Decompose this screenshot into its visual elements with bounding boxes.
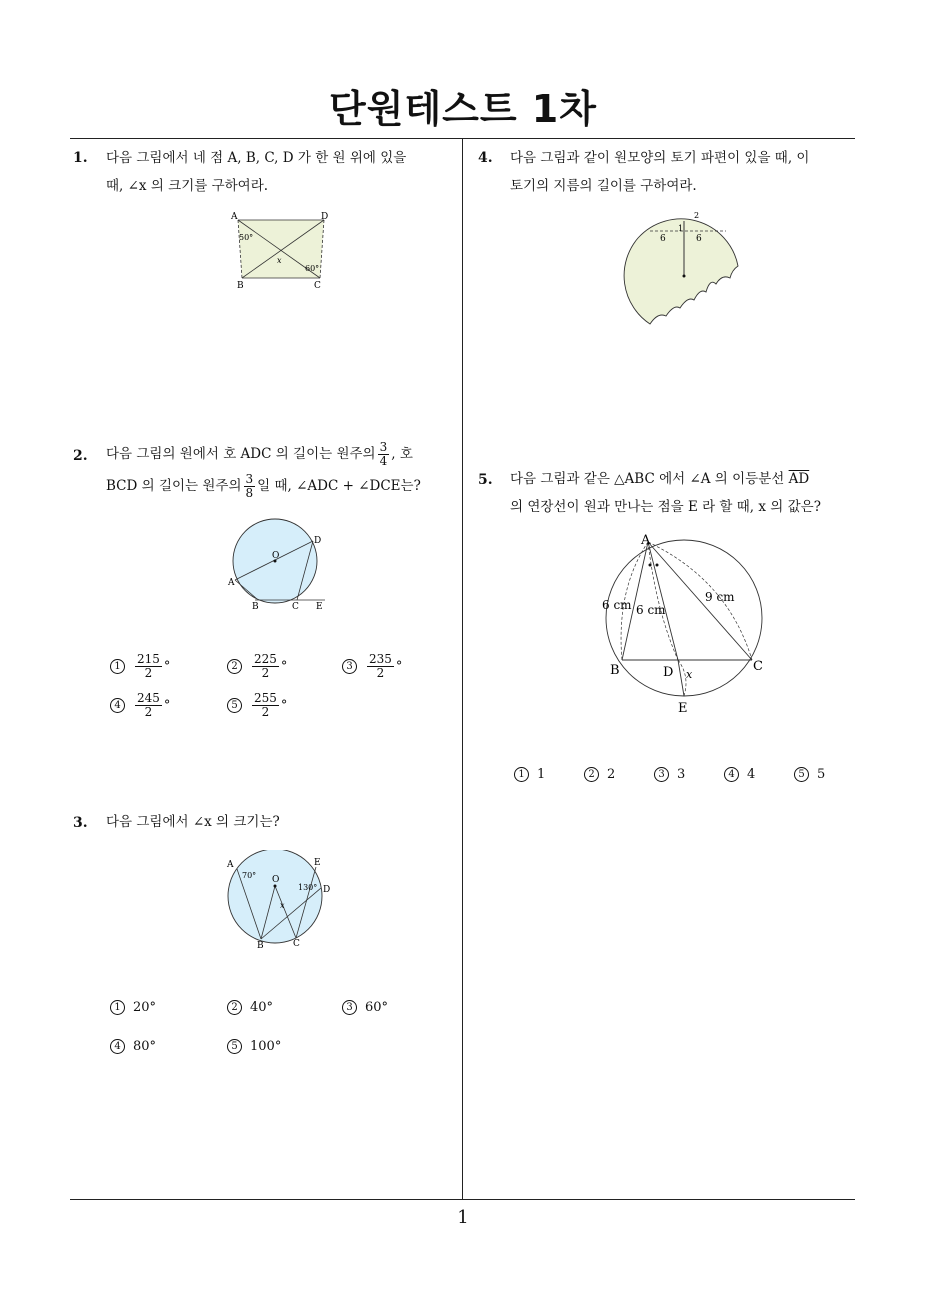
text-span: 다음 그림과 같은 △ABC 에서 ∠A 의 이등분선 [510, 471, 785, 487]
choice-3[interactable] [654, 767, 685, 782]
page-number: 1 [457, 1207, 469, 1228]
label-1: 1 [678, 224, 684, 233]
label-a: A [231, 212, 238, 222]
denominator: 4 [379, 454, 388, 468]
question-line: 다음 그림과 같이 원모양의 토기 파편이 있을 때, 이 [510, 150, 810, 166]
denominator: 2 [144, 705, 153, 719]
foot-dot [683, 275, 686, 278]
angle-dot [656, 564, 659, 567]
choice-1[interactable] [110, 653, 170, 680]
question-line [106, 470, 462, 502]
label-angle-130: 130° [298, 883, 318, 892]
q1-figure [226, 208, 336, 292]
question-text [106, 144, 458, 200]
text-span: BCD 의 길이는 원주의 [106, 478, 242, 494]
question-text [106, 438, 462, 502]
choice-4[interactable] [724, 767, 755, 782]
question-number: 5. [478, 472, 493, 488]
fraction [252, 653, 279, 680]
label-angle-70: 70° [242, 871, 257, 880]
fraction [252, 692, 279, 719]
unit: ° [163, 698, 171, 713]
unit: ° [280, 659, 288, 674]
choice-text: 3 [677, 767, 686, 782]
fraction [367, 653, 394, 680]
bottom-rule [70, 1199, 855, 1200]
label-o: O [272, 875, 280, 885]
choice-text: 1 [537, 767, 546, 782]
choice-1[interactable] [514, 767, 545, 782]
label-angle-60: 60° [305, 264, 320, 273]
choice-4[interactable] [110, 1039, 156, 1054]
choice-2[interactable] [227, 653, 287, 680]
question-text [106, 808, 280, 836]
denominator: 2 [261, 705, 270, 719]
question-number: 1. [73, 150, 88, 166]
question-number: 2. [73, 448, 88, 464]
choice-text: 80° [133, 1039, 157, 1054]
label-e: E [678, 701, 688, 716]
label-ac-length: 9 cm [705, 590, 735, 604]
choice-mark: 4 [724, 767, 739, 782]
choice-3[interactable] [342, 653, 402, 680]
numerator: 3 [245, 472, 254, 486]
text-span: 일 때, ∠ADC + ∠DCE는? [257, 478, 421, 494]
choice-mark: 1 [110, 1000, 125, 1015]
choice-text: 20° [133, 1000, 157, 1015]
label-d: D [314, 536, 322, 546]
label-d: D [321, 212, 329, 222]
choice-mark: 3 [342, 659, 357, 674]
question-line: 다음 그림에서 ∠x 의 크기는? [106, 814, 280, 830]
choice-mark: 4 [110, 1039, 125, 1054]
unit: ° [163, 659, 171, 674]
q3-figure [224, 850, 336, 952]
choice-text: 100° [250, 1039, 282, 1054]
label-ab-length: 6 cm [602, 598, 632, 612]
question-line [510, 465, 860, 493]
choice-text: 2 [607, 767, 616, 782]
numerator: 245 [137, 691, 160, 705]
numerator: 235 [369, 652, 392, 666]
label-d: D [663, 665, 674, 680]
choice-mark: 2 [584, 767, 599, 782]
fraction [135, 692, 162, 719]
choice-mark: 5 [794, 767, 809, 782]
fragment-shape [624, 219, 738, 324]
label-b: B [237, 281, 244, 291]
numerator: 255 [254, 691, 277, 705]
numerator: 225 [254, 652, 277, 666]
choice-text: 40° [250, 1000, 274, 1015]
choice-mark: 5 [227, 1039, 242, 1054]
question-text [510, 144, 862, 200]
label-o: O [272, 551, 280, 561]
label-e: E [316, 602, 323, 612]
choice-mark: 2 [227, 659, 242, 674]
denominator: 2 [261, 666, 270, 680]
label-a: A [228, 578, 235, 588]
fraction [135, 653, 162, 680]
choice-mark: 3 [342, 1000, 357, 1015]
label-c: C [292, 602, 299, 612]
segment-label: $\overline{AD}$ [788, 471, 810, 487]
q2-figure [225, 515, 337, 615]
fraction [378, 441, 390, 468]
question-line: 의 연장선이 원과 만나는 점을 E 라 할 때, x 의 값은? [510, 499, 821, 515]
choice-5[interactable] [227, 1039, 281, 1054]
choice-text: 60° [365, 1000, 389, 1015]
label-angle-50: 50° [239, 233, 254, 242]
unit: ° [395, 659, 403, 674]
label-ad-length: 6 cm [636, 603, 666, 617]
text-span: , 호 [391, 446, 413, 462]
segment-de [678, 660, 684, 696]
question-number: 3. [73, 815, 88, 831]
label-b: B [610, 663, 620, 678]
segment-ad [648, 542, 678, 660]
unit: ° [280, 698, 288, 713]
choice-2[interactable] [584, 767, 615, 782]
question-line [106, 438, 462, 470]
label-right-6: 6 [696, 234, 702, 244]
label-x: x [686, 668, 693, 681]
q5-figure [598, 530, 770, 720]
choice-3[interactable] [342, 1000, 388, 1015]
q4-figure [622, 208, 746, 330]
choice-1[interactable] [110, 1000, 156, 1015]
denominator: 8 [245, 486, 254, 500]
choice-4[interactable] [110, 692, 170, 719]
choice-mark: 4 [110, 698, 125, 713]
choice-5[interactable] [227, 692, 287, 719]
denominator: 2 [376, 666, 385, 680]
choice-5[interactable] [794, 767, 825, 782]
fraction [244, 473, 256, 500]
label-x: x [277, 256, 282, 265]
denominator: 2 [144, 666, 153, 680]
question-number: 4. [478, 150, 493, 166]
text-span: 다음 그림의 원에서 호 ADC 의 길이는 원주의 [106, 446, 376, 462]
question-line: 다음 그림에서 네 점 A, B, C, D 가 한 원 위에 있을 [106, 150, 407, 166]
choice-mark: 1 [514, 767, 529, 782]
label-left-6: 6 [660, 234, 666, 244]
label-b: B [257, 941, 264, 951]
question-line: 토기의 지름의 길이를 구하여라. [510, 178, 697, 194]
choice-text: 4 [747, 767, 756, 782]
column-divider [462, 138, 463, 1199]
question-line: 때, ∠x 의 크기를 구하여라. [106, 178, 269, 194]
label-a: A [227, 860, 234, 870]
choice-mark: 1 [110, 659, 125, 674]
choice-text: 5 [817, 767, 826, 782]
label-c: C [753, 659, 763, 674]
choice-mark: 3 [654, 767, 669, 782]
question-text [510, 465, 860, 521]
label-c: C [293, 939, 300, 949]
label-x: x [280, 901, 285, 910]
angle-dot [649, 564, 652, 567]
page-title: 단원테스트 1차 [329, 87, 597, 131]
choice-mark: 2 [227, 1000, 242, 1015]
label-b: B [252, 602, 259, 612]
label-c: C [314, 281, 321, 291]
numerator: 215 [137, 652, 160, 666]
label-e: E [314, 858, 321, 868]
choice-2[interactable] [227, 1000, 273, 1015]
label-a: A [641, 533, 651, 548]
label-d: D [323, 885, 331, 895]
label-2: 2 [694, 211, 700, 220]
choice-mark: 5 [227, 698, 242, 713]
numerator: 3 [379, 440, 388, 454]
